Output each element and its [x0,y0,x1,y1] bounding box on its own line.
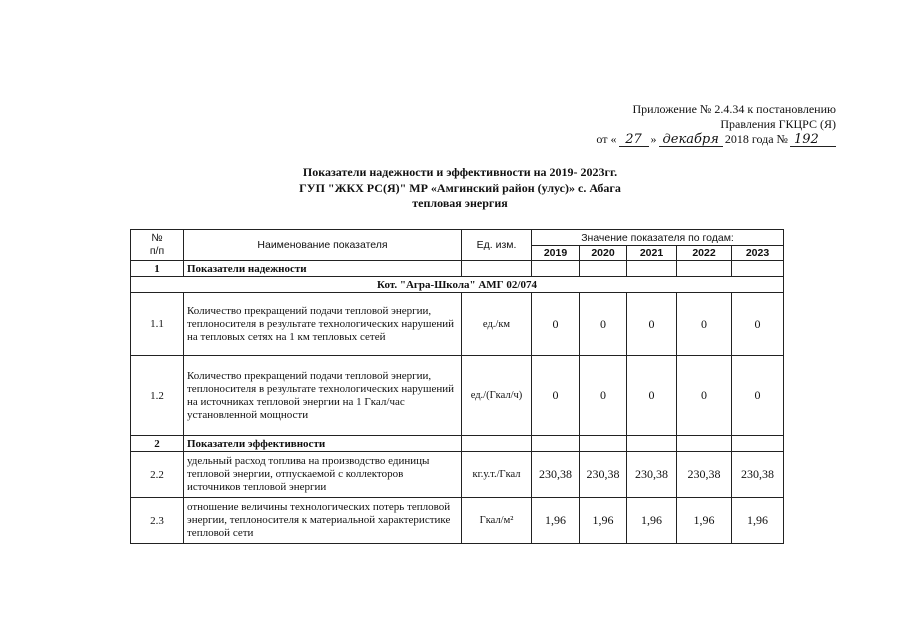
row-value: 0 [580,293,627,356]
section-title: Показатели эффективности [184,436,462,452]
section-row [131,436,784,452]
row-value: 1,96 [532,498,580,544]
header-values-title: Значение показателя по годам: [532,230,784,246]
row-num: 2.3 [131,498,184,544]
section-num: 2 [131,436,184,452]
section-title: Показатели надежности [184,261,462,277]
row-value: 0 [532,293,580,356]
header-year: 2021 [627,246,677,261]
row-value: 1,96 [580,498,627,544]
row-value: 1,96 [732,498,784,544]
appendix-date-line [596,132,836,147]
row-units: ед./(Гкал/ч) [462,356,532,436]
row-value: 0 [677,293,732,356]
row-value: 0 [732,356,784,436]
header-year: 2020 [580,246,627,261]
title-line1: Показатели надежности и эффективности на 2019- 2023гг. [302,165,618,179]
subsection-row [131,277,784,293]
table-row [131,293,784,356]
decree-number: 192 [790,133,836,147]
row-units: Гкал/м² [462,498,532,544]
row-value: 230,38 [532,452,580,498]
row-value: 1,96 [627,498,677,544]
header-year: 2019 [532,246,580,261]
row-value: 230,38 [677,452,732,498]
date-month: декабря [659,133,723,147]
date-day: 27 [619,133,649,147]
row-value: 0 [732,293,784,356]
row-value: 0 [627,356,677,436]
section-row [131,261,784,277]
row-value: 230,38 [627,452,677,498]
row-units: кг.у.т./Гкал [462,452,532,498]
header-year: 2022 [677,246,732,261]
header-year: 2023 [732,246,784,261]
indicators-table [130,229,784,544]
date-suffix: 2018 года № [724,132,788,146]
row-num: 1.1 [131,293,184,356]
row-num: 2.2 [131,452,184,498]
title-line3: тепловая энергия [412,196,508,210]
header-num-line1: № [151,232,163,244]
table-row [131,356,784,436]
date-prefix: от « [596,132,617,146]
row-name: отношение величины технологических потерь тепловой энергии, теплоносителя к материальной характеристике тепловой сети [184,498,462,544]
row-value: 230,38 [580,452,627,498]
title-line2: ГУП "ЖКХ РС(Я)" МР «Амгинский район (улус)» с. Абага [299,180,621,195]
table-row [131,498,784,544]
row-value: 0 [532,356,580,436]
date-mid: » [650,132,657,146]
appendix-line1: Приложение № 2.4.34 к постановлению [632,102,836,116]
section-num: 1 [131,261,184,277]
row-units: ед./км [462,293,532,356]
header-name: Наименование показателя [184,230,462,261]
appendix-header [596,102,836,147]
header-num-line2: п/п [149,245,165,257]
header-row-1 [131,230,784,246]
table-row [131,452,784,498]
header-num [131,230,184,261]
row-value: 230,38 [732,452,784,498]
header-units: Ед. изм. [462,230,532,261]
row-name: удельный расход топлива на производство единицы тепловой энергии, отпускаемой с коллекторов источников тепловой энергии [184,452,462,498]
subsection-title: Кот. "Агра-Школа" АМГ 02/074 [131,277,784,293]
appendix-line2: Правления ГКЦРС (Я) [720,117,836,131]
row-name: Количество прекращений подачи тепловой энергии, теплоносителя в результате технологических нарушений на источниках тепловой энергии на 1 Гкал/час установленной мощности [184,356,462,436]
row-value: 0 [627,293,677,356]
row-value: 0 [677,356,732,436]
row-num: 1.2 [131,356,184,436]
document-title [220,165,700,212]
row-name: Количество прекращений подачи тепловой энергии, теплоносителя в результате технологических нарушений на тепловых сетях на 1 км тепловых сетей [184,293,462,356]
row-value: 1,96 [677,498,732,544]
row-value: 0 [580,356,627,436]
